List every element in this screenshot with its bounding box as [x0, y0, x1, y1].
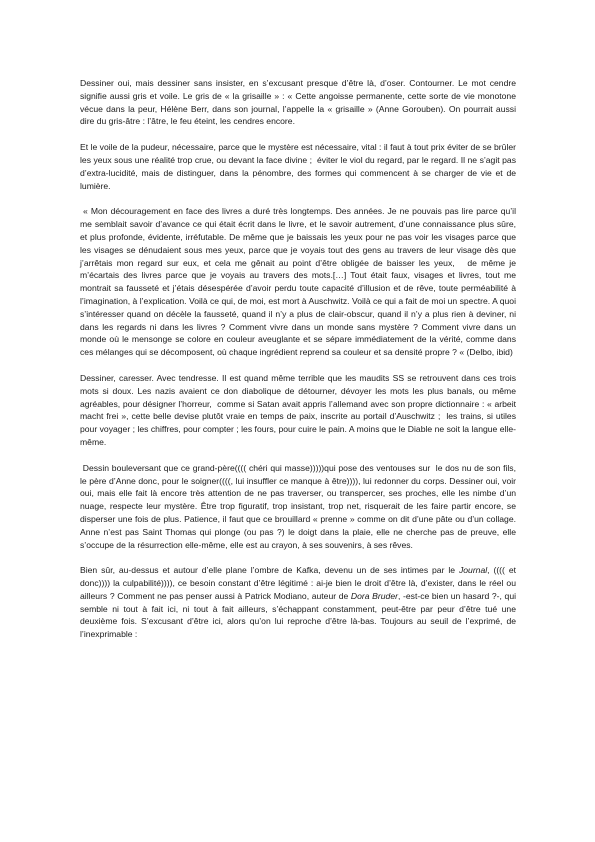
paragraph-text: Dessin bouleversant que ce grand-père(((( chéri qui masse)))))qui pose des ventouses sur le dos nu de son fils, le père d’Anne donc, pour le soigner((((, lui insuffler ce manque à être)))), lui redonner du corps. Dessiner oui, voir oui, mais elle fait là encore très attention de ne pas traverser, ou transpercer, ses proches, elle les nimbe d’un nuage, respecte leur mystère. Être trop figuratif, trop insistant, trop net, risquerait de les faire partir encore, se disperser une fois de plus. Patience, il faut que ce brouillard « prenne » comme on dit d’une pâte ou d’un collage. Anne n’est pas Saint Thomas qui plonge (ou pas ?) le doigt dans la plaie, elle ne cherche pas de preuve, elle s’occupe de la résurrection elle-même, elle est au crayon, à ses souvenirs, à ses rêves. — [80, 462, 519, 550]
paragraph — [80, 372, 519, 449]
paragraph-text: , -est-ce bien un hasard ?-, qui semble ni tout à fait ici, ni tout à fait ailleurs, s’échappant constamment, peut-être par peur d’être tué une deuxième fois. S’excusant d’être ici, alors qu’on lui reproche d’être là-bas. Toujours au seuil de l’exprimé, de l’inexprimable : — [80, 590, 519, 640]
paragraph — [80, 141, 519, 192]
paragraph-text: Dessiner, caresser. Avec tendresse. Il est quand même terrible que les maudits SS se retrouvent dans ces trois mots si doux. Les nazis avaient ce don diabolique de détourner, dévoyer les mots les plus banals, ou même agréables, pour désigner l’horreur, comme si Satan avait appris l’allemand avec son propre dictionnaire : « arbeit macht frei », cette belle devise plutôt vraie en temps de paix, inscrite au portail d’Auschwitz ; les trains, si utiles pour voyager ; les chiffres, pour compter ; les fours, pour cuire le pain. A moins que le Diable ne soit la langue elle-même. — [80, 372, 519, 447]
paragraph — [80, 564, 519, 641]
paragraph-text: « Mon découragement en face des livres a duré très longtemps. Des années. Je ne pouvais pas lire parce qu’il me semblait savoir d’avance ce qui était écrit dans le livre, et le savoir autrement, d’une connaissance plus sûre, et plus profonde, évidente, irréfutable. De même que je baissais les yeux pour ne pas voir les visages parce que les visages se dénudaient sous mes yeux, parce que je voyais tout des gens au travers de leur visage dès que j’arrêtais mon regard sur eux, et cela me gênait au point d’être obligée de baisser les yeux, de même je m’écartais des livres parce que je voyais au travers des mots.[…] Tout était faux, visages et livres, tout me montrait sa fausseté et j’étais désespérée d’avoir perdu toute capacité d’illusion et de rêve, toute perméabilité à l’imagination, à l’explication. Voilà ce qui, de moi, est mort à Auschwitz. Voilà ce qui a fait de moi un spectre. A quoi s’intéresser quand on décèle la fausseté, quand il n’y a plus de clair-obscur, quand il n’y a plus rien à deviner, ni dans les regards ni dans les livres ? Comment vivre dans un monde sans mystère ? Comment vivre dans un monde où le mensonge se colore en couleur aveuglante et se sépare immédiatement de la vérité, comme dans ces mélanges qui se décomposent, où chaque ingrédient reprend sa couleur et sa densité propre ? « (Delbo, ibid) — [80, 206, 519, 358]
paragraph — [80, 462, 519, 552]
paragraph — [80, 77, 519, 128]
paragraph-text: Bien sûr, au-dessus et autour d’elle plane l’ombre de Kafka, devenu un de ses intimes par le — [80, 565, 459, 576]
document-body — [80, 77, 519, 654]
quotation-paragraph — [80, 205, 519, 359]
paragraph-text: Et le voile de la pudeur, nécessaire, parce que le mystère est nécessaire, vital : il faut à tout prix éviter de se brûler les yeux sous une réalité trop crue, ou devant la face divine ; éviter le viol du regard, par le regard. Il ne s’agit pas d’extra-lucidité, mais de distinguer, dans la pénombre, des formes qui commencent à se charger de vie et de lumière. — [80, 142, 519, 191]
paragraph-text: Dessiner oui, mais dessiner sans insister, en s’excusant presque d’être là, d’oser. Contourner. Le mot cendre signifie aussi gris et voile. Le gris de « la grisaille » : « Cette angoisse permanente, cette sorte de vie monotone vécue dans la peur, Hélène Berr, dans son journal, l’appelle la « grisaille » (Anne Gorouben). On pourrait aussi dire du gris-âtre : l’âtre, le feu éteint, les cendres encore. — [80, 78, 519, 127]
italic-title: Journal — [458, 565, 488, 576]
paragraph-text: , (((( et donc)))) la culpabilité)))), ce besoin constant d’être légitimé : ai-je bien le droit d’être là, d’exister, dans le réel ou ailleurs ? Comment ne pas penser aussi à Patrick Modiano, auteur de — [80, 565, 519, 601]
italic-title: Dora Bruder — [350, 590, 398, 601]
